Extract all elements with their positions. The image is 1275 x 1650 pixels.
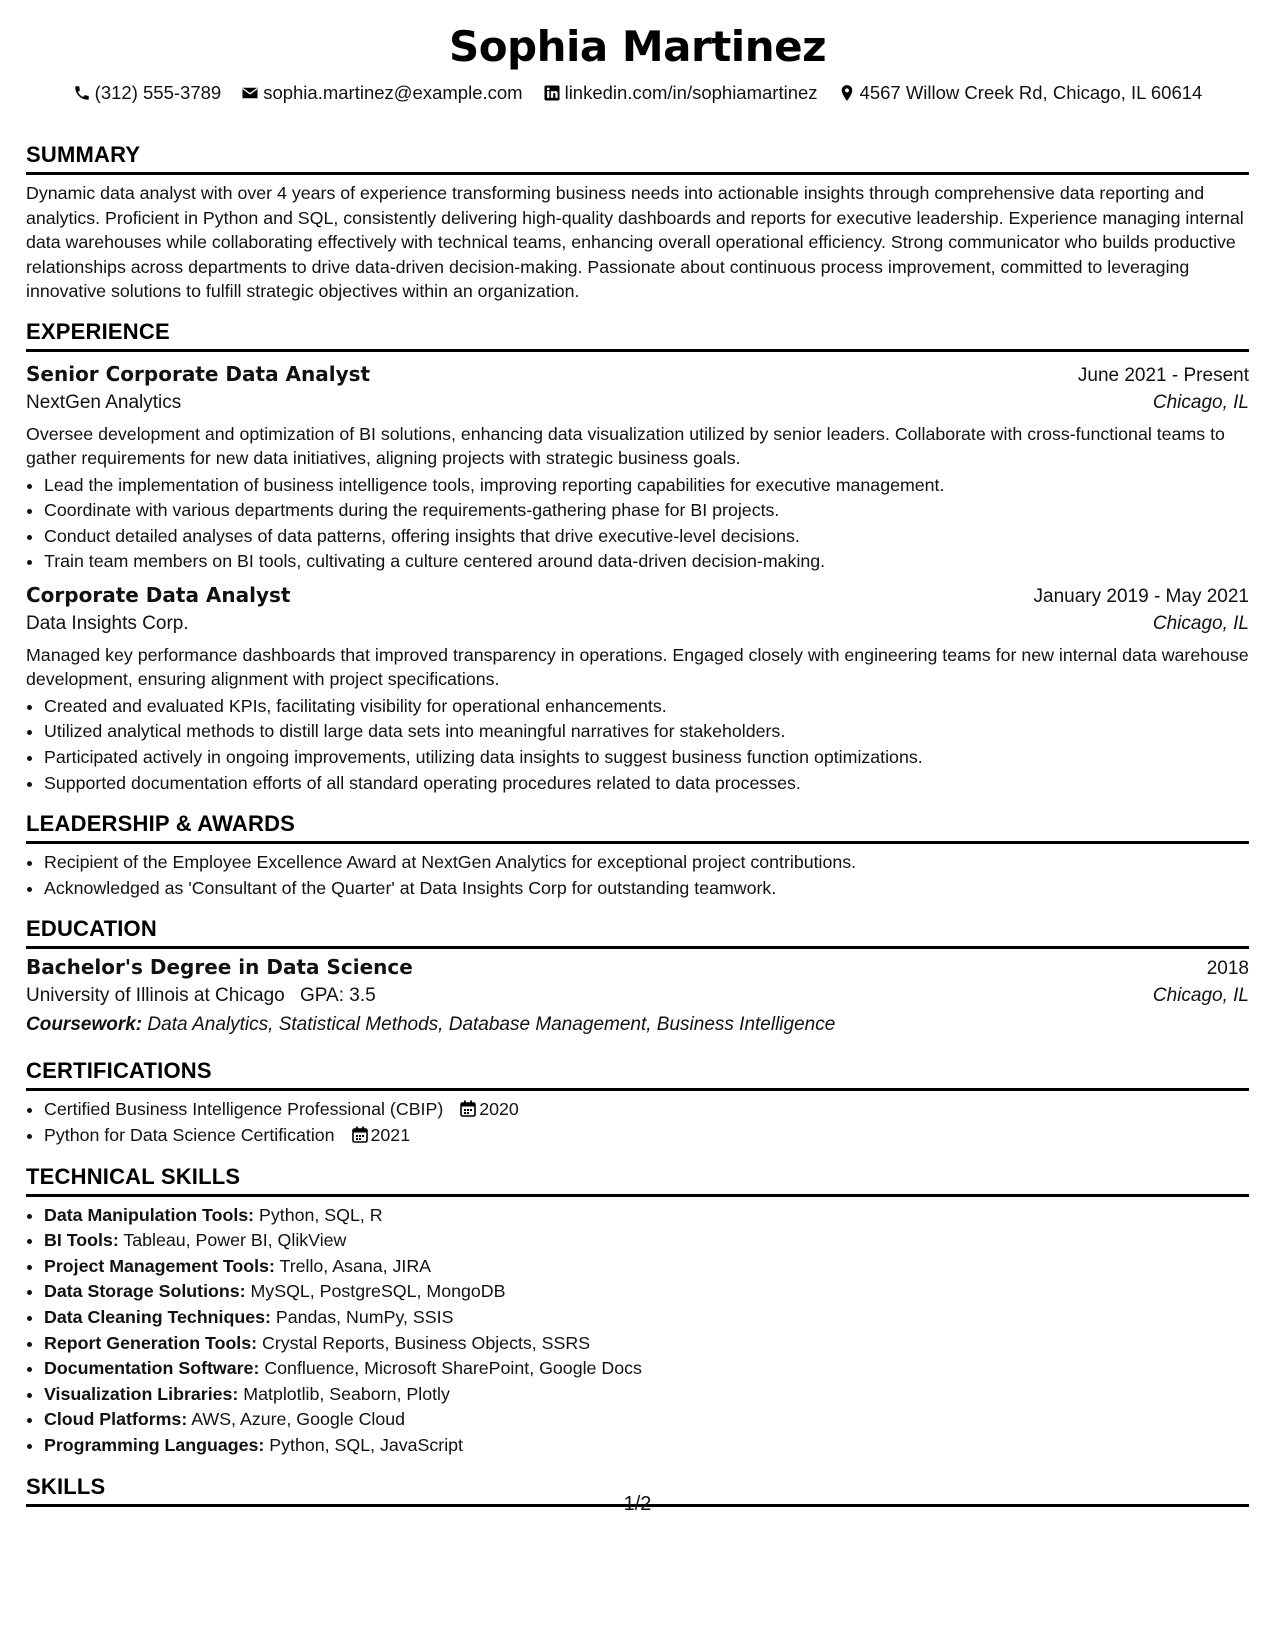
coursework	[26, 1011, 1249, 1039]
list-item: • Created and evaluated KPIs, facilitating visibility for operational enhancements.	[44, 694, 1249, 720]
page-indicator: 1/2	[623, 1493, 652, 1515]
coursework-label: Coursework:	[26, 1014, 143, 1036]
experience-section	[26, 318, 1249, 797]
resume-page	[26, 18, 1249, 1507]
list-item	[44, 1228, 1249, 1254]
job-title: Senior Corporate Data Analyst	[26, 361, 371, 386]
contact-bar	[26, 79, 1249, 107]
job-bullets	[26, 694, 1249, 796]
skill-value: Matplotlib, Seaborn, Plotly	[243, 1383, 450, 1404]
skill-label: Data Manipulation Tools:	[44, 1204, 255, 1225]
skill-label: Data Storage Solutions:	[44, 1281, 246, 1302]
candidate-name: Sophia Martinez	[448, 22, 827, 71]
list-item	[44, 1356, 1249, 1382]
certifications-section	[26, 1057, 1249, 1148]
skill-label: Report Generation Tools:	[44, 1332, 258, 1353]
list-item	[44, 1123, 1249, 1149]
skill-value: Crystal Reports, Business Objects, SSRS	[262, 1332, 591, 1353]
certification-name: Certified Business Intelligence Professional (CBIP)	[44, 1099, 444, 1120]
calendar-icon	[352, 1126, 368, 1143]
skill-value: Tableau, Power BI, QlikView	[123, 1230, 347, 1251]
section-title-certifications: CERTIFICATIONS	[26, 1057, 1249, 1091]
list-item	[44, 1331, 1249, 1357]
list-item	[44, 1407, 1249, 1433]
list-item	[44, 1433, 1249, 1459]
calendar-icon	[460, 1100, 476, 1117]
address-text: 4567 Willow Creek Rd, Chicago, IL 60614	[859, 82, 1203, 103]
skill-label: Project Management Tools:	[44, 1255, 275, 1276]
skill-value: MySQL, PostgreSQL, MongoDB	[250, 1281, 506, 1302]
job-bullets	[26, 473, 1249, 575]
contact-linkedin[interactable]	[543, 82, 818, 104]
skill-label: Programming Languages:	[44, 1434, 265, 1455]
technical-skills-section	[26, 1163, 1249, 1459]
job-dates: January 2019 - May 2021	[1033, 585, 1249, 607]
skill-value: AWS, Azure, Google Cloud	[191, 1409, 406, 1430]
list-item	[44, 1254, 1249, 1280]
list-item: • Conduct detailed analyses of data patterns, offering insights that drive executive-level decisions.	[44, 524, 1249, 550]
job-title: Corporate Data Analyst	[26, 582, 291, 607]
list-item: • Lead the implementation of business intelligence tools, improving reporting capabilities for executive management.	[44, 473, 1249, 499]
job-location: Chicago, IL	[1152, 391, 1249, 413]
company-name: NextGen Analytics	[26, 391, 182, 413]
summary-text: Dynamic data analyst with over 4 years of experience transforming business needs into actionable insights through comprehensive data reporting and analytics. Proficient in Python and SQL, consistently delivering high-quality dashboards and reports for executive leadership. Experience managing internal data warehouses while collaborating effectively with technical teams, enhancing overall operational efficiency. Strong communicator who builds productive relationships across departments to drive data-driven decision-making. Passionate about continuous process improvement, committed to leveraging innovative solutions to fulfill strategic objectives within an organization.	[26, 183, 1244, 301]
certifications-list	[26, 1097, 1249, 1148]
section-title-summary: SUMMARY	[26, 141, 1249, 175]
skill-value: Pandas, NumPy, SSIS	[275, 1307, 454, 1327]
map-pin-icon	[838, 84, 856, 102]
skill-value: Trello, Asana, JIRA	[279, 1255, 432, 1276]
section-title-experience: EXPERIENCE	[26, 318, 1249, 352]
summary-section	[26, 141, 1249, 304]
company-name: Data Insights Corp.	[26, 612, 189, 634]
coursework-text: Data Analytics, Statistical Methods, Database Management, Business Intelligence	[147, 1014, 836, 1036]
degree-title: Bachelor's Degree in Data Science	[26, 955, 413, 980]
certification-year: 2020	[479, 1099, 519, 1120]
leadership-section	[26, 810, 1249, 901]
contact-email[interactable]	[241, 82, 522, 104]
skill-label: Documentation Software:	[44, 1358, 260, 1379]
job-dates: June 2021 - Present	[1077, 364, 1249, 386]
skill-label: BI Tools:	[44, 1230, 119, 1251]
contact-address	[838, 82, 1203, 104]
list-item	[44, 1279, 1249, 1305]
email-text: sophia.martinez@example.com	[263, 82, 523, 103]
skill-value: Python, SQL, R	[259, 1204, 383, 1225]
phone-text: (312) 555-3789	[94, 82, 222, 103]
list-item: • Supported documentation efforts of all standard operating procedures related to data processes.	[44, 771, 1249, 797]
envelope-icon	[241, 84, 259, 102]
phone-icon	[73, 84, 91, 102]
education-section	[26, 915, 1249, 1039]
list-item	[44, 1097, 1249, 1123]
list-item: • Acknowledged as 'Consultant of the Quarter' at Data Insights Corp for outstanding teamwork.	[44, 876, 1249, 902]
list-item: • Train team members on BI tools, cultivating a culture centered around data-driven decision-making.	[44, 549, 1249, 575]
skill-label: Visualization Libraries:	[44, 1383, 239, 1404]
list-item: • Recipient of the Employee Excellence Award at NextGen Analytics for exceptional project contributions.	[44, 850, 1249, 876]
list-item	[44, 1203, 1249, 1229]
section-title-education: EDUCATION	[26, 915, 1249, 949]
section-title-leadership: LEADERSHIP & AWARDS	[26, 810, 1249, 844]
skill-label: Cloud Platforms:	[44, 1409, 188, 1430]
section-title-skills: SKILLS	[26, 1473, 1249, 1507]
skill-value: Python, SQL, JavaScript	[269, 1434, 463, 1455]
list-item: • Coordinate with various departments during the requirements-gathering phase for BI projects.	[44, 498, 1249, 524]
linkedin-text: linkedin.com/in/sophiamartinez	[564, 82, 818, 103]
list-item: • Utilized analytical methods to distill large data sets into meaningful narratives for stakeholders.	[44, 719, 1249, 745]
list-item: • Participated actively in ongoing improvements, utilizing data insights to suggest business function optimizations.	[44, 745, 1249, 771]
list-item	[44, 1382, 1249, 1408]
school-name: University of Illinois at Chicago	[26, 985, 285, 1007]
job-location: Chicago, IL	[1152, 612, 1249, 634]
job-description: Oversee development and optimization of BI solutions, enhancing data visualization utilized by senior leaders. Collaborate with cross-functional teams to gather requirements for new data initiatives, aligning projects with strategic business goals.	[26, 423, 1225, 468]
certification-name: Python for Data Science Certification	[44, 1125, 335, 1146]
job-entry	[26, 581, 1249, 796]
skill-value: Confluence, Microsoft SharePoint, Google Docs	[264, 1358, 642, 1379]
leadership-list	[26, 850, 1249, 901]
certification-year: 2021	[370, 1125, 411, 1146]
job-description: Managed key performance dashboards that improved transparency in operations. Engaged closely with engineering teams for new internal data warehouse development, ensuring alignment with project specifications.	[26, 644, 1249, 690]
gpa-text: GPA: 3.5	[300, 985, 376, 1007]
education-location: Chicago, IL	[1152, 985, 1249, 1007]
skill-label: Data Cleaning Techniques:	[44, 1307, 271, 1327]
contact-phone[interactable]	[73, 82, 222, 104]
linkedin-icon	[543, 84, 561, 102]
list-item	[44, 1305, 1249, 1331]
technical-skills-list	[26, 1203, 1249, 1459]
graduation-year: 2018	[1206, 958, 1249, 980]
section-title-technical-skills: TECHNICAL SKILLS	[26, 1163, 1249, 1197]
job-entry	[26, 360, 1249, 575]
